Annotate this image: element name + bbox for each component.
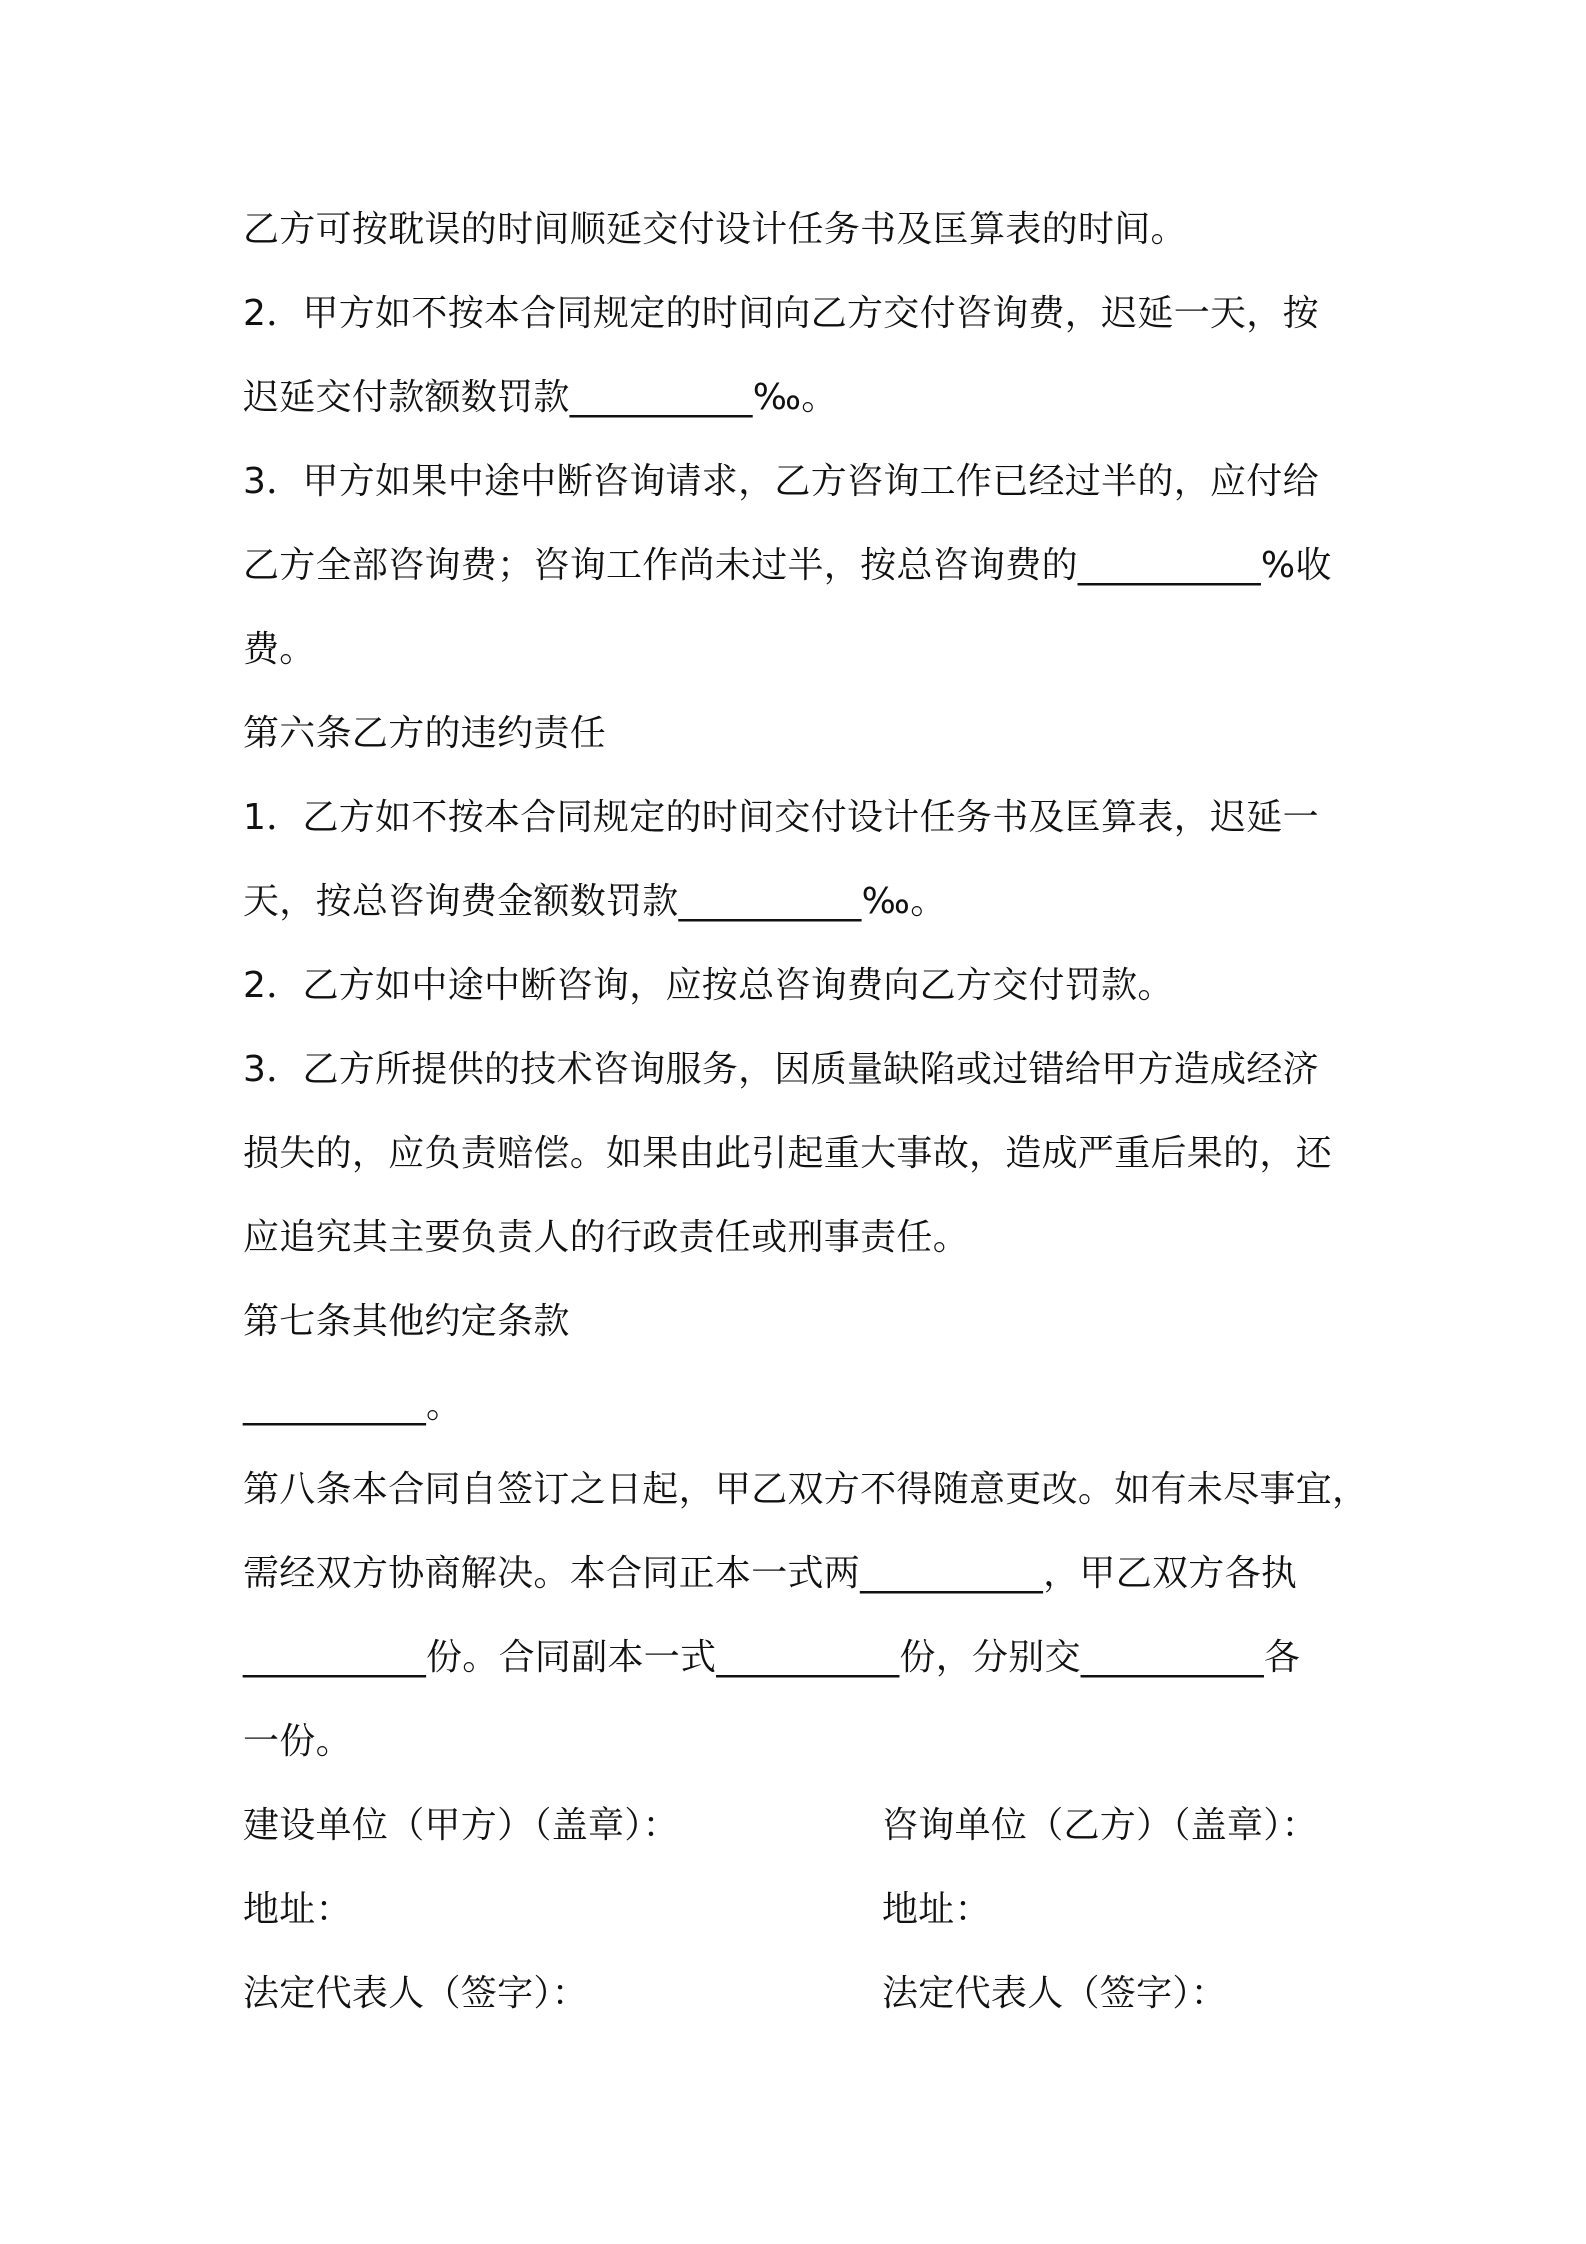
clause-7-blank: __________。 [243, 1385, 463, 1426]
clause-5-item-3-line-3: 费。 [243, 629, 316, 670]
clause-5-item-3-line-1: 3．甲方如果中途中断咨询请求，乙方咨询工作已经过半的，应付给 [243, 461, 1319, 502]
clause-6-item-1-line-1: 1．乙方如不按本合同规定的时间交付设计任务书及匡算表，迟延一 [243, 797, 1319, 838]
party-b-representative-label: 法定代表人（签字）： [882, 1973, 1228, 2014]
clause-8-line-2: 需经双方协商解决。本合同正本一式两__________，甲乙双方各执 [243, 1553, 1298, 1594]
clause-5-item-3-line-2: 乙方全部咨询费；咨询工作尚未过半，按总咨询费的__________%收 [243, 545, 1332, 586]
clause-5-item-2-line-1: 2．甲方如不按本合同规定的时间向乙方交付咨询费，迟延一天，按 [243, 293, 1319, 334]
clause-8-line-4: 一份。 [243, 1721, 352, 1762]
clause-7-heading: 第七条其他约定条款 [243, 1301, 570, 1342]
party-b-address-label: 地址： [882, 1889, 991, 1930]
clause-6-heading: 第六条乙方的违约责任 [243, 713, 607, 754]
party-b-unit-label: 咨询单位（乙方）（盖章）： [882, 1805, 1318, 1846]
clause-6-item-3-line-3: 应追究其主要负责人的行政责任或刑事责任。 [243, 1217, 970, 1258]
clause-6-item-2: 2．乙方如中途中断咨询，应按总咨询费向乙方交付罚款。 [243, 965, 1174, 1006]
party-a-unit-label: 建设单位（甲方）（盖章）： [243, 1805, 679, 1846]
party-a-representative-label: 法定代表人（签字）： [243, 1973, 589, 2014]
clause-6-item-3-line-2: 损失的，应负责赔偿。如果由此引起重大事故，造成严重后果的，还 [243, 1133, 1333, 1174]
paragraph-line: 乙方可按耽误的时间顺延交付设计任务书及匡算表的时间。 [243, 209, 1187, 250]
clause-8-line-3: __________份。合同副本一式__________份，分别交__________各 [243, 1637, 1301, 1678]
clause-5-item-2-line-2: 迟延交付款额数罚款__________‰。 [243, 377, 838, 418]
party-a-address-label: 地址： [243, 1889, 352, 1930]
clause-8-line-1: 第八条本合同自签订之日起，甲乙双方不得随意更改。如有未尽事宜， [243, 1469, 1369, 1510]
clause-6-item-1-line-2: 天，按总咨询费金额数罚款__________‰。 [243, 881, 947, 922]
clause-6-item-3-line-1: 3．乙方所提供的技术咨询服务，因质量缺陷或过错给甲方造成经济 [243, 1049, 1319, 1090]
